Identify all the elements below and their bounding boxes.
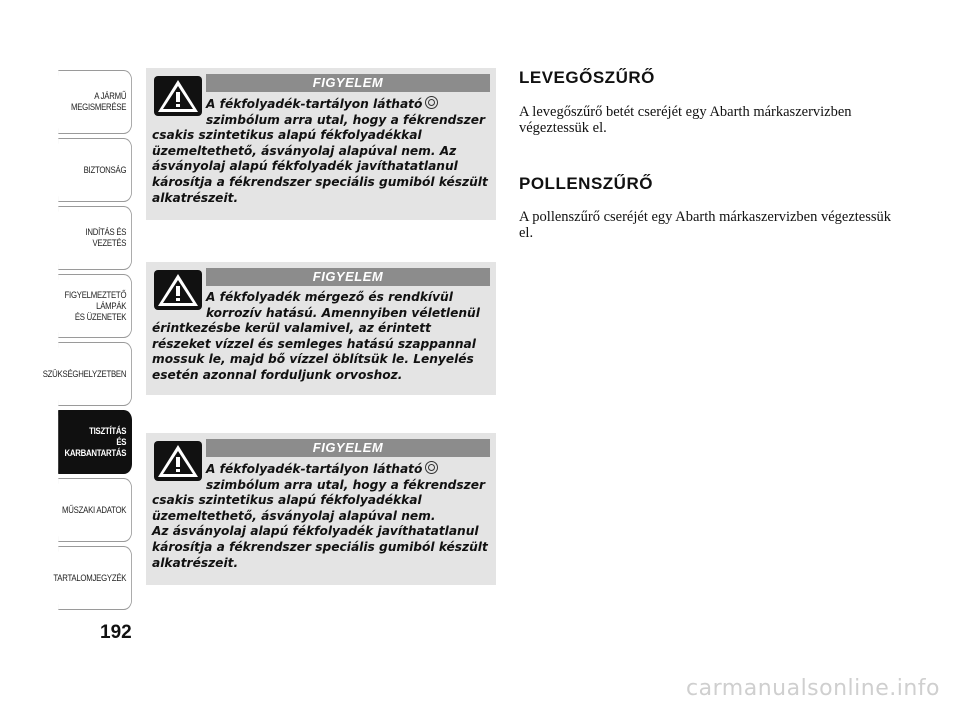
tab-index[interactable] [53, 546, 132, 610]
tab-label: A JÁRMŰ MEGISMERÉSE [70, 91, 127, 113]
tab-label: MŰSZAKI ADATOK [62, 504, 127, 516]
warning-indented-line: szimbólum arra utal, hogy a fékrendszer [206, 477, 486, 492]
brake-fluid-icon [425, 461, 438, 474]
section-title-air-filter: LEVEGŐSZŰRŐ [519, 68, 655, 87]
section-text-pollen-filter: A pollenszűrő cseréjét egy Abarth márkaszervizben végeztessük el. [519, 209, 892, 241]
brake-fluid-icon [425, 96, 438, 109]
warning-rest: csakis szintetikus alapú fékfolyadékkal üzemeltethető, ásványolaj alapúval nem. Az ásványolaj alapú fékfolyadék javíthatatlanul károsítja a fékrendszer speciális gumiból készült alkatrészeit. [152, 128, 488, 205]
warning-header: FIGYELEM [206, 268, 490, 286]
warning-text [152, 290, 490, 384]
tab-label: BIZTONSÁG [83, 164, 127, 176]
warning-rest: csakis szintetikus alapú fékfolyadékkal üzemeltethető, ásványolaj alapúval nem. [152, 493, 436, 523]
watermark: carmanualsonline.info [686, 676, 940, 701]
tab-label: INDÍTÁS ÉS VEZETÉS [85, 227, 127, 249]
tab-vehicle-overview[interactable] [58, 70, 132, 134]
warning-first-line: A fékfolyadék-tartályon látható [206, 462, 423, 476]
tab-maintenance[interactable] [58, 410, 132, 474]
warning-first-line: A fékfolyadék mérgező és rendkívül [206, 290, 453, 304]
tab-label: TISZTÍTÁS ÉS KARBANTARTÁS [64, 425, 127, 459]
warning-indented-line: korrozív hatású. Amennyiben véletlenül [206, 305, 480, 320]
warning-box [146, 433, 496, 585]
warning-box [146, 68, 496, 220]
warning-header: FIGYELEM [206, 74, 490, 92]
tab-warning-lights[interactable] [58, 274, 132, 338]
warning-header: FIGYELEM [206, 439, 490, 457]
tab-technical-data[interactable] [58, 478, 132, 542]
warning-indented-line: szimbólum arra utal, hogy a fékrendszer [206, 112, 486, 127]
tab-safety[interactable] [58, 138, 132, 202]
section-title-pollen-filter: POLLENSZŰRŐ [519, 174, 653, 193]
page-number: 192 [100, 622, 132, 643]
tab-emergency[interactable] [42, 342, 132, 406]
section-text-air-filter: A levegőszűrő betét cseréjét egy Abarth márkaszervizben végeztessük el. [519, 104, 852, 136]
tab-label: FIGYELMEZTETŐ LÁMPÁK ÉS ÜZENETEK [64, 289, 127, 323]
warning-text [152, 96, 490, 206]
warning-rest: érintkezésbe kerül valamivel, az érintett részeket vízzel és semleges hatású szappannal mossuk le, majd bő vízzel öblítsük le. Lenyelés esetén azonnal forduljunk orvoshoz. [152, 321, 476, 382]
tab-label: TARTALOMJEGYZÉK [53, 572, 127, 584]
warning-rest-2: Az ásványolaj alapú fékfolyadék javíthatatlanul károsítja a fékrendszer speciális gumiból készült alkatrészeit. [152, 524, 488, 570]
tab-label: SZÜKSÉGHELYZETBEN [42, 368, 127, 380]
tab-starting-driving[interactable] [58, 206, 132, 270]
warning-box [146, 262, 496, 395]
warning-text [152, 461, 490, 571]
warning-first-line: A fékfolyadék-tartályon látható [206, 97, 423, 111]
